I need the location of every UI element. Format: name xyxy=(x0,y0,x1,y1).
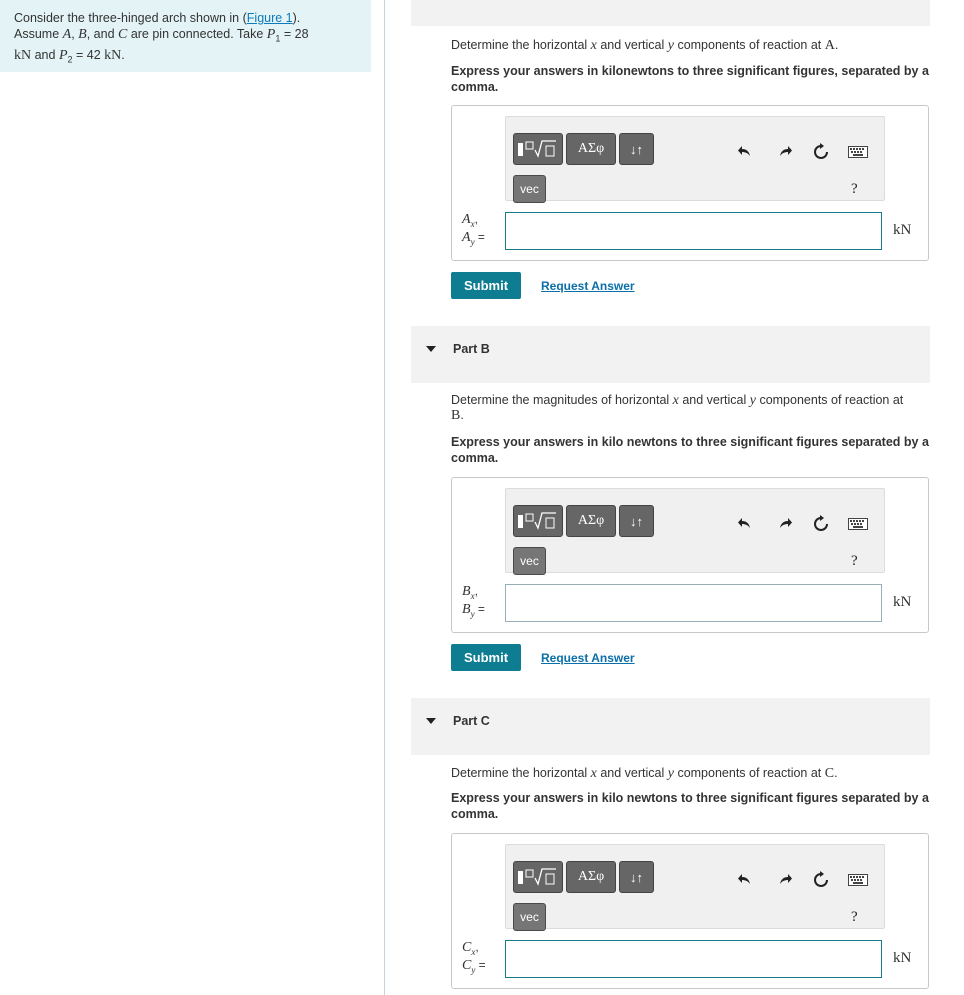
p1-symbol: P xyxy=(266,27,276,42)
close-paren: ). xyxy=(292,11,301,25)
q-mid: and vertical xyxy=(596,38,668,52)
kn-unit-2: kN xyxy=(104,47,122,63)
var2: C xyxy=(462,957,472,973)
collapse-triangle-icon[interactable] xyxy=(426,718,436,724)
arrows-button[interactable]: ↓↑ xyxy=(619,505,654,537)
answer-input[interactable] xyxy=(505,584,882,622)
q-dot: . xyxy=(460,408,464,422)
templates-button[interactable] xyxy=(513,505,563,537)
help-button[interactable]: ? xyxy=(851,553,858,569)
part-c-question xyxy=(451,766,931,781)
templates-button[interactable] xyxy=(513,133,563,165)
p2-subscript: 2 xyxy=(67,54,73,64)
help-button[interactable]: ? xyxy=(851,181,858,197)
column-divider xyxy=(384,0,385,995)
submit-button[interactable]: Submit xyxy=(451,644,521,671)
q-pre: Determine the magnitudes of horizontal xyxy=(451,393,673,407)
sub2: y xyxy=(471,964,476,975)
q-pre: Determine the horizontal xyxy=(451,766,591,780)
redo-icon[interactable] xyxy=(776,871,794,889)
p1-subscript: 1 xyxy=(275,33,281,44)
q-x-var: x xyxy=(590,766,597,781)
unit-label: kN xyxy=(893,594,912,610)
sub2: y xyxy=(470,236,475,247)
problem-statement xyxy=(0,0,371,72)
reset-icon[interactable] xyxy=(812,515,830,533)
intro-text: Consider the three-hinged arch shown in ( xyxy=(14,11,247,25)
q-y-var: y xyxy=(667,38,674,53)
sub1: x xyxy=(471,946,476,957)
equals-sign: = xyxy=(474,601,485,616)
unit-label: kN xyxy=(893,222,912,238)
answer-input[interactable] xyxy=(505,212,882,250)
part-a-header xyxy=(411,0,930,26)
and2-text: and xyxy=(31,47,59,62)
var-c: C xyxy=(118,27,128,42)
q-y-var: y xyxy=(749,393,756,408)
assume-text: Assume xyxy=(14,27,63,41)
q-point: C xyxy=(824,766,835,781)
undo-icon[interactable] xyxy=(736,515,754,533)
part-a-answer-box xyxy=(451,105,929,261)
part-c-title: Part C xyxy=(453,714,490,728)
math-toolbar xyxy=(505,844,885,929)
q-x-var: x xyxy=(672,393,679,408)
p1-value: = 28 xyxy=(280,27,309,41)
comma-text: , xyxy=(71,27,79,41)
collapse-triangle-icon[interactable] xyxy=(426,346,436,352)
q-point: B xyxy=(451,408,461,423)
q-y-var: y xyxy=(667,766,674,781)
greek-symbols-button[interactable]: ΑΣφ xyxy=(566,133,616,165)
var-a: A xyxy=(62,27,72,42)
templates-icon xyxy=(516,866,560,888)
greek-symbols-button[interactable]: ΑΣφ xyxy=(566,861,616,893)
p2-symbol: P xyxy=(58,47,68,63)
and-text: , and xyxy=(86,27,118,41)
part-b-question xyxy=(451,393,931,423)
request-answer-link[interactable]: Request Answer xyxy=(541,279,635,293)
q-post: components of reaction at xyxy=(673,38,825,52)
q-dot: . xyxy=(834,38,839,52)
part-c-instruction: Express your answers in kilo newtons to three significant figures separated by a comma. xyxy=(451,791,929,821)
sub2: y xyxy=(470,608,475,619)
math-toolbar xyxy=(505,116,885,201)
kn-unit-1: kN xyxy=(14,47,32,63)
greek-symbols-button[interactable]: ΑΣφ xyxy=(566,505,616,537)
var2: B xyxy=(462,601,471,617)
vec-button[interactable]: vec xyxy=(513,903,546,931)
part-b-title: Part B xyxy=(453,342,490,356)
request-answer-link[interactable]: Request Answer xyxy=(541,651,635,665)
var-b: B xyxy=(78,27,87,42)
help-button[interactable]: ? xyxy=(851,909,858,925)
q-x-var: x xyxy=(590,38,597,53)
q-mid: and vertical xyxy=(596,766,668,780)
submit-button[interactable]: Submit xyxy=(451,272,521,299)
arrows-button[interactable]: ↓↑ xyxy=(619,861,654,893)
part-b-header[interactable] xyxy=(411,326,930,383)
q-post: components of reaction at xyxy=(673,766,825,780)
vec-button[interactable]: vec xyxy=(513,175,546,203)
redo-icon[interactable] xyxy=(776,143,794,161)
part-a-instruction: Express your answers in kilonewtons to three significant figures, separated by a comma. xyxy=(451,64,929,94)
templates-icon xyxy=(516,510,560,532)
reset-icon[interactable] xyxy=(812,143,830,161)
q-mid: and vertical xyxy=(678,393,750,407)
q-pre: Determine the horizontal xyxy=(451,38,591,52)
arrows-button[interactable]: ↓↑ xyxy=(619,133,654,165)
undo-icon[interactable] xyxy=(736,143,754,161)
templates-button[interactable] xyxy=(513,861,563,893)
var1: C xyxy=(462,940,472,955)
part-b-instruction: Express your answers in kilo newtons to three significant figures separated by a comma. xyxy=(451,435,929,465)
answer-input[interactable] xyxy=(505,940,882,978)
var1: B xyxy=(462,584,471,599)
var2: A xyxy=(462,229,471,245)
var1: A xyxy=(462,212,471,227)
variable-label: $C_x$, $C_y$ = xyxy=(462,940,486,975)
unit-label: kN xyxy=(893,950,912,966)
figure-link[interactable]: Figure 1 xyxy=(246,11,293,25)
sub1: x xyxy=(470,218,475,229)
part-c-answer-box xyxy=(451,833,929,989)
part-a-question xyxy=(451,38,931,53)
pin-text: are pin connected. Take xyxy=(127,27,267,41)
part-b-answer-box xyxy=(451,477,929,633)
templates-icon xyxy=(516,138,560,160)
q-point: A xyxy=(824,38,835,53)
sub1: x xyxy=(470,590,475,601)
variable-label: $A_x$, $A_y$ = xyxy=(462,212,485,247)
reset-icon[interactable] xyxy=(812,871,830,889)
keyboard-icon[interactable] xyxy=(848,143,868,161)
keyboard-icon[interactable] xyxy=(848,515,868,533)
undo-icon[interactable] xyxy=(736,871,754,889)
vec-button[interactable]: vec xyxy=(513,547,546,575)
q-post: components of reaction at xyxy=(755,393,904,407)
period: . xyxy=(121,47,125,62)
math-toolbar xyxy=(505,488,885,573)
q-dot: . xyxy=(834,766,838,780)
keyboard-icon[interactable] xyxy=(848,871,868,889)
part-c-header[interactable] xyxy=(411,698,930,755)
equals-sign: = xyxy=(475,957,486,972)
redo-icon[interactable] xyxy=(776,515,794,533)
p2-value: = 42 xyxy=(72,47,105,62)
equals-sign: = xyxy=(474,229,485,244)
variable-label: $B_x$, $B_y$ = xyxy=(462,584,485,619)
